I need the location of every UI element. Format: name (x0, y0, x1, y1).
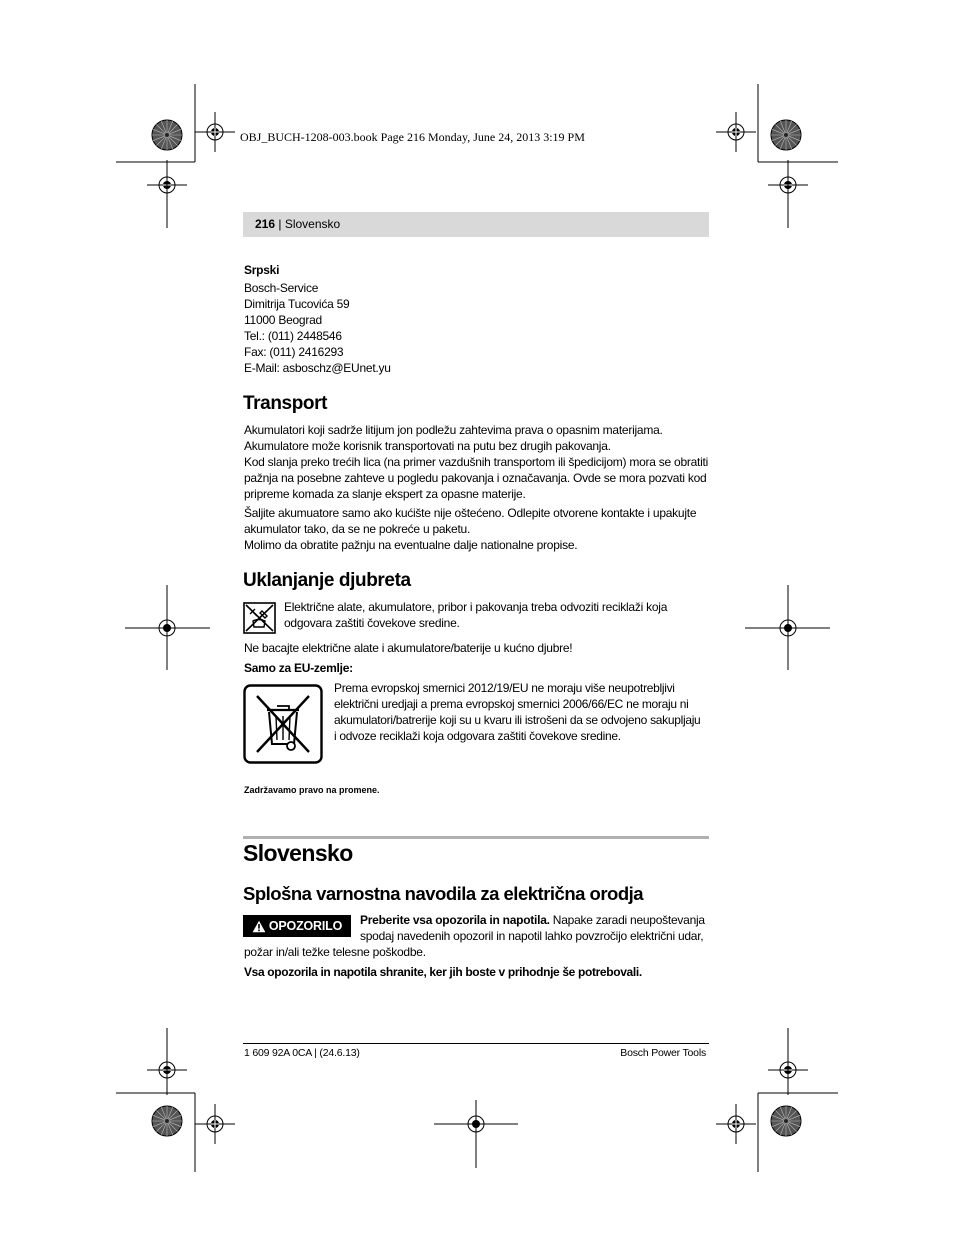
transport-paragraph-1 (244, 422, 708, 502)
page-header-bar (243, 212, 709, 237)
warning-bold-text: Preberite vsa opozorila in napotila. (360, 913, 550, 927)
contact-line: Bosch-Service (244, 281, 319, 295)
section-divider (243, 836, 709, 839)
text-line: Molimo da obratite pažnju na eventualne dalje nationalne propise. (244, 538, 578, 552)
footer-document-code: 1 609 92A 0CA | (24.6.13) (244, 1047, 360, 1059)
transport-paragraph-2 (244, 505, 696, 553)
transport-heading: Transport (243, 393, 328, 414)
warning-rest-text: Napake zaradi neupoštevanja (549, 913, 705, 927)
eu-label: Samo za EU-zemlje: (244, 661, 353, 675)
warning-triangle-icon (252, 920, 266, 933)
contact-address (244, 280, 391, 376)
eu-directive-text (334, 680, 700, 744)
text-line: Akumulatore može korisnik transportovati na putu bez drugih pakovanja. (244, 439, 611, 453)
contact-line: Dimitrija Tucovića 59 (244, 297, 350, 311)
no-household-notice: Ne bacajte električne alate i akumulatore/baterije u kućno djubre! (244, 641, 573, 655)
contact-line: 11000 Beograd (244, 313, 322, 327)
text-line: odgovara zaštiti čovekove sredine. (284, 616, 460, 630)
warning-text-line-2: spodaj navedenih opozoril in napotil lahko povzročijo električni udar, (360, 929, 704, 943)
text-line: pripreme komada za slanje ekspert za opasne materije. (244, 487, 526, 501)
warning-text-line-3: požar in/ali težke telesne poškodbe. (244, 945, 426, 959)
text-line: Akumulatori koji sadrže litijum jon podležu zahtevima prava o opasnim materijama. (244, 423, 663, 437)
warning-text-line-1 (360, 913, 705, 927)
contact-line: Fax: (011) 2416293 (244, 345, 344, 359)
footer-rule (243, 1043, 709, 1044)
text-line: i odvoze reciklaži koja odgovara zaštiti čovekove sredine. (334, 729, 621, 743)
crossed-bin-icon (243, 684, 323, 764)
contact-line: Tel.: (011) 2448546 (244, 329, 342, 343)
book-file-header: OBJ_BUCH-1208-003.book Page 216 Monday, June 24, 2013 3:19 PM (240, 130, 585, 144)
warning-label: OPOZORILO (268, 919, 343, 933)
disposal-heading: Uklanjanje djubreta (243, 570, 411, 591)
text-line: pažnja na posebne zahteve u pogledu pakovanja i označavanja. Ovde se mora pozvati kod (244, 471, 707, 485)
text-line: Šaljite akumuatore samo ako kućište nije oštećeno. Odlepite otvorene kontakte i upakujte (244, 506, 697, 520)
contact-country: Srpski (244, 263, 280, 277)
page-language: Slovensko (284, 217, 341, 231)
text-line: Kod slanja preko trećih lica (na primer vazdušnih transportom ili špedicijom) mora se obratiti (244, 455, 709, 469)
text-line: Električne alate, akumulatore, pribor i pakovanja treba odvoziti reciklaži koja (284, 600, 668, 614)
contact-email: E-Mail: asboschz@EUnet.yu (244, 361, 391, 375)
recycle-tools-text (284, 599, 667, 631)
text-line: Prema evropskoj smernici 2012/19/EU ne moraju više neupotrebljivi (334, 681, 675, 695)
text-line: električni uredjaji a prema evropskoj smernici 2006/66/EC ne moraju ni (334, 697, 689, 711)
reserve-rights-note: Zadržavamo pravo na promene. (244, 785, 380, 795)
language-section-title: Slovensko (243, 840, 353, 866)
page-separator: | (275, 217, 285, 231)
page-number: 216 (255, 217, 276, 231)
recycle-tools-icon (243, 602, 276, 634)
keep-instructions-notice: Vsa opozorila in napotila shranite, ker jih boste v prihodnje še potrebovali. (244, 965, 642, 979)
warning-badge (243, 915, 351, 937)
safety-subtitle: Splošna varnostna navodila za električna orodja (243, 883, 644, 904)
text-line: akumulator tako, da se ne pokreće u paketu. (244, 522, 471, 536)
footer-brand: Bosch Power Tools (620, 1047, 706, 1059)
text-line: akumulatori/batrerije koji su u kvaru ili istrošeni da se odvojeno sakupljaju (334, 713, 701, 727)
